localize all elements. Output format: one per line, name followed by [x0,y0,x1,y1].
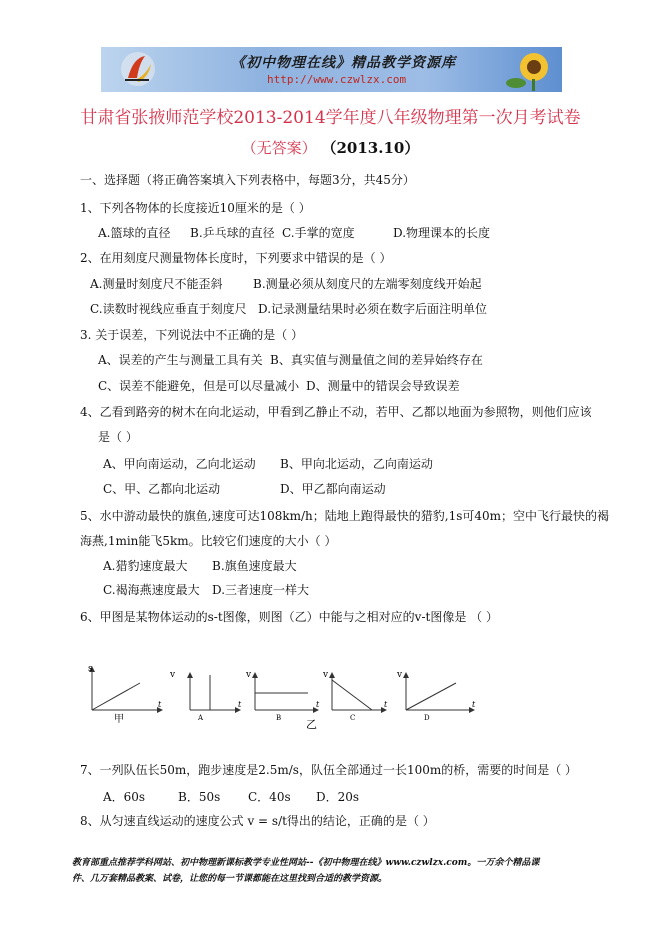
axis-v-label-a: v [170,670,176,680]
sunflower-icon [496,49,556,91]
graph-d [396,670,476,722]
axis-v-label-d: v [397,670,403,680]
question-2: 2、在用刻度尺测量物体长度时，下列要求中错误的是（ ） [80,251,392,265]
exam-subtitle [0,137,661,158]
q7-option-b: B．50s [178,790,221,804]
axis-t-label-c: t [384,700,388,709]
banner-title: 《初中物理在线》精品教学资源库 [231,55,456,71]
axis-v-label-b: v [246,670,252,680]
exam-date: （2013.10） [321,139,420,157]
header-banner [101,47,562,92]
q4-option-b: B、甲向北运动，乙向南运动 [280,457,433,471]
q7-option-a: A．60s [103,790,146,804]
q3-option-d: D、测量中的错误会导致误差 [306,379,460,393]
q7-option-c: C．40s [248,790,291,804]
q7-option-d: D．20s [316,790,360,804]
banner-url[interactable]: http://www.czwlzx.com [267,73,407,86]
question-6: 6、甲图是某物体运动的s-t图像，则图（乙）中能与之相对应的v-t图像是 （ ） [80,610,498,624]
label-a: A [198,714,204,722]
q4-option-c: C、甲、乙都向北运动 [103,482,221,496]
question-1: 1、下列各物体的长度接近10厘米的是（ ） [80,201,311,215]
q2-option-b: B.测量必须从刻度尺的左端零刻度线开始起 [253,277,482,291]
label-b: B [276,714,282,722]
axis-s-label: s [88,664,93,674]
q5-option-d: D.三者速度一样大 [212,583,310,597]
q4-option-d: D、甲乙都向南运动 [280,482,386,496]
footer-line-1: 教育部重点推荐学科网站、初中物理新课标教学专业性网站--《初中物理在线》www.czwlzx.com。一万余个精品课 [72,858,540,868]
axis-v-label-c: v [323,670,329,680]
q5-option-b: B.旗鱼速度最大 [212,559,297,573]
no-answer-note: （无答案） [241,139,317,157]
q1-option-d: D.物理课本的长度 [393,226,491,240]
q5-option-c: C.褐海燕速度最大 [103,583,200,597]
q1-option-c: C.手掌的宽度 [282,226,355,240]
question-5-cont: 海燕,1min能飞5km。比较它们速度的大小（ ） [80,534,337,548]
graph-jia [88,664,162,725]
question-3: 3. 关于误差，下列说法中不正确的是（ ） [80,328,304,342]
motion-graphs-figure [80,655,490,735]
page-footer [72,855,592,887]
axis-t-label-d: t [472,700,476,709]
q2-option-c: C.读数时视线应垂直于刻度尺 [90,302,247,316]
footer-line-2: 件、几万套精品教案、试卷，让您的每一节课都能在这里找到合适的教学资源。 [72,874,388,884]
axis-t-label-jia: t [158,700,162,709]
q2-option-a: A.测量时刻度尺不能歪斜 [90,277,223,291]
label-yi: 乙 [306,718,317,731]
axis-t-label-a: t [238,700,242,709]
label-c: C [350,714,356,722]
q1-option-b: B.乒乓球的直径 [190,226,275,240]
logo-icon [119,50,157,88]
q5-option-a: A.猎豹速度最大 [103,559,188,573]
question-8: 8、从匀速直线运动的速度公式 v = s/t得出的结论，正确的是（ ） [80,814,435,828]
q3-option-c: C、误差不能避免，但是可以尽量减小 [98,379,300,393]
label-jia: 甲 [114,714,124,725]
q2-option-d: D.记录测量结果时必须在数字后面注明单位 [258,302,488,316]
q3-option-a: A、误差的产生与测量工具有关 [98,353,263,367]
question-4-cont: 是（ ） [98,430,138,444]
section-heading: 一、选择题（将正确答案填入下列表格中，每题3分，共45分） [80,173,415,187]
label-d: D [424,714,430,722]
q4-option-a: A、甲向南运动，乙向北运动 [103,457,256,471]
exam-title: 甘肃省张掖师范学校2013-2014学年度八年级物理第一次月考试卷 [80,108,581,128]
q1-option-a: A.篮球的直径 [98,226,171,240]
graph-a [169,670,242,722]
axis-t-label-b: t [316,700,320,709]
graph-c [322,670,388,722]
question-5: 5、水中游动最快的旗鱼,速度可达108km/h；陆地上跑得最快的猎豹,1s可40m；空中飞行最快的褐 [80,509,610,523]
q3-option-b: B、真实值与测量值之间的差异始终存在 [270,353,483,367]
question-4: 4、乙看到路旁的树木在向北运动，甲看到乙静止不动，若甲、乙都以地面为参照物，则他们应该 [80,405,592,419]
graph-b [245,670,320,722]
question-7: 7、一列队伍长50m，跑步速度是2.5m/s，队伍全部通过一长100m的桥，需要的时间是（ ） [80,763,578,777]
